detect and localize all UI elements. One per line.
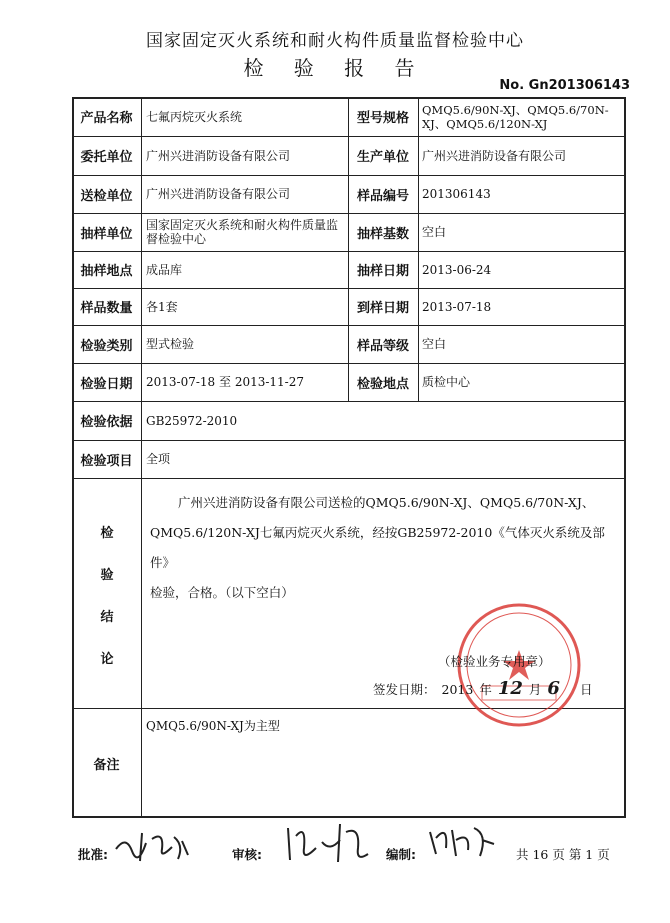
test-date-label: 检验日期 bbox=[80, 376, 133, 392]
manufacturer-value: 广州兴进消防设备有限公司 bbox=[422, 148, 567, 163]
conclusion-text bbox=[150, 488, 620, 608]
sample-date-value: 2013-06-24 bbox=[422, 262, 492, 277]
arrival-date-label: 到样日期 bbox=[356, 301, 409, 316]
issue-day-suffix: 日 bbox=[579, 682, 593, 697]
conclusion-line: 广州兴进消防设备有限公司送检的QMQ5.6/90N-XJ、QMQ5.6/70N-XJ、 bbox=[178, 495, 595, 510]
basis-value: GB25972-2010 bbox=[146, 413, 238, 428]
report-title: 检 验 报 告 bbox=[243, 56, 427, 80]
client-label: 委托单位 bbox=[80, 150, 133, 165]
product-name-value: 七氟丙烷灭火系统 bbox=[146, 109, 243, 124]
sampler-value: 国家固定灭火系统和耐火构件质量监督检验中心 bbox=[146, 218, 339, 246]
basis-label: 检验依据 bbox=[80, 415, 133, 430]
conclusion-label bbox=[72, 480, 142, 708]
stamp-label: （检验业务专用章） bbox=[438, 654, 551, 669]
page-count: 共 16 页 第 1 页 bbox=[516, 847, 610, 862]
author-label: 编制: bbox=[386, 847, 416, 862]
issue-date-label: 签发日期： bbox=[373, 682, 436, 697]
remarks-value: QMQ5.6/90N-XJ为主型 bbox=[146, 719, 280, 733]
sample-date-label: 抽样日期 bbox=[356, 264, 409, 279]
test-place-label: 检验地点 bbox=[356, 376, 409, 392]
product-name-label: 产品名称 bbox=[80, 111, 133, 126]
sender-label: 送检单位 bbox=[80, 188, 133, 204]
issue-year-suffix: 年 bbox=[479, 682, 492, 697]
review-label: 审核: bbox=[232, 847, 262, 862]
approve-label: 批准: bbox=[78, 847, 108, 862]
sender-value: 广州兴进消防设备有限公司 bbox=[146, 187, 291, 201]
sampler-label: 抽样单位 bbox=[80, 226, 133, 242]
sample-no-value: 201306143 bbox=[422, 187, 491, 201]
sample-no-label: 样品编号 bbox=[356, 188, 409, 204]
conclusion-line: 检验，合格。（以下空白） bbox=[150, 585, 294, 600]
remarks-label: 备注 bbox=[93, 757, 120, 773]
conclusion-label-char: 论 bbox=[100, 651, 114, 667]
sample-base-value: 空白 bbox=[422, 225, 447, 239]
conclusion-line: QMQ5.6/120N-XJ七氟丙烷灭火系统，经按GB25972-2010《气体灭火系统及部件》 bbox=[150, 525, 605, 570]
test-place-value: 质检中心 bbox=[422, 375, 471, 389]
issue-year: 2013 bbox=[441, 682, 474, 697]
issue-date bbox=[373, 678, 592, 699]
sample-place-value: 成品库 bbox=[146, 262, 183, 277]
approve-signature-icon bbox=[112, 825, 192, 865]
issue-month-suffix: 月 bbox=[528, 682, 542, 697]
manufacturer-label: 生产单位 bbox=[356, 150, 409, 165]
conclusion-label-char: 结 bbox=[100, 609, 114, 625]
test-type-label: 检验类别 bbox=[80, 338, 133, 354]
test-type-value: 型式检验 bbox=[146, 337, 195, 351]
sample-qty-value: 各1套 bbox=[146, 299, 178, 314]
sample-grade-label: 样品等级 bbox=[356, 338, 409, 354]
author-signature-icon bbox=[426, 820, 498, 860]
test-date-value: 2013-07-18 至 2013-11-27 bbox=[146, 375, 305, 389]
model-label: 型号规格 bbox=[356, 111, 409, 126]
report-org-title: 国家固定灭火系统和耐火构件质量监督检验中心 bbox=[146, 31, 524, 51]
issue-day: 6 bbox=[547, 678, 560, 699]
conclusion-label-char: 验 bbox=[100, 567, 114, 583]
items-value: 全项 bbox=[146, 452, 171, 466]
issue-month: 12 bbox=[497, 678, 523, 699]
sample-qty-label: 样品数量 bbox=[80, 301, 133, 316]
sample-base-label: 抽样基数 bbox=[356, 226, 409, 242]
sample-grade-value: 空白 bbox=[422, 337, 447, 351]
report-number: No. Gn201306143 bbox=[499, 78, 630, 93]
items-label: 检验项目 bbox=[80, 453, 133, 469]
model-value: QMQ5.6/90N-XJ、QMQ5.6/70N-XJ、QMQ5.6/120N-XJ bbox=[422, 102, 609, 131]
conclusion-label-char: 检 bbox=[100, 525, 114, 541]
arrival-date-value: 2013-07-18 bbox=[422, 299, 492, 314]
review-signature-icon bbox=[282, 818, 374, 866]
sample-place-label: 抽样地点 bbox=[80, 264, 133, 279]
client-value: 广州兴进消防设备有限公司 bbox=[146, 148, 291, 163]
